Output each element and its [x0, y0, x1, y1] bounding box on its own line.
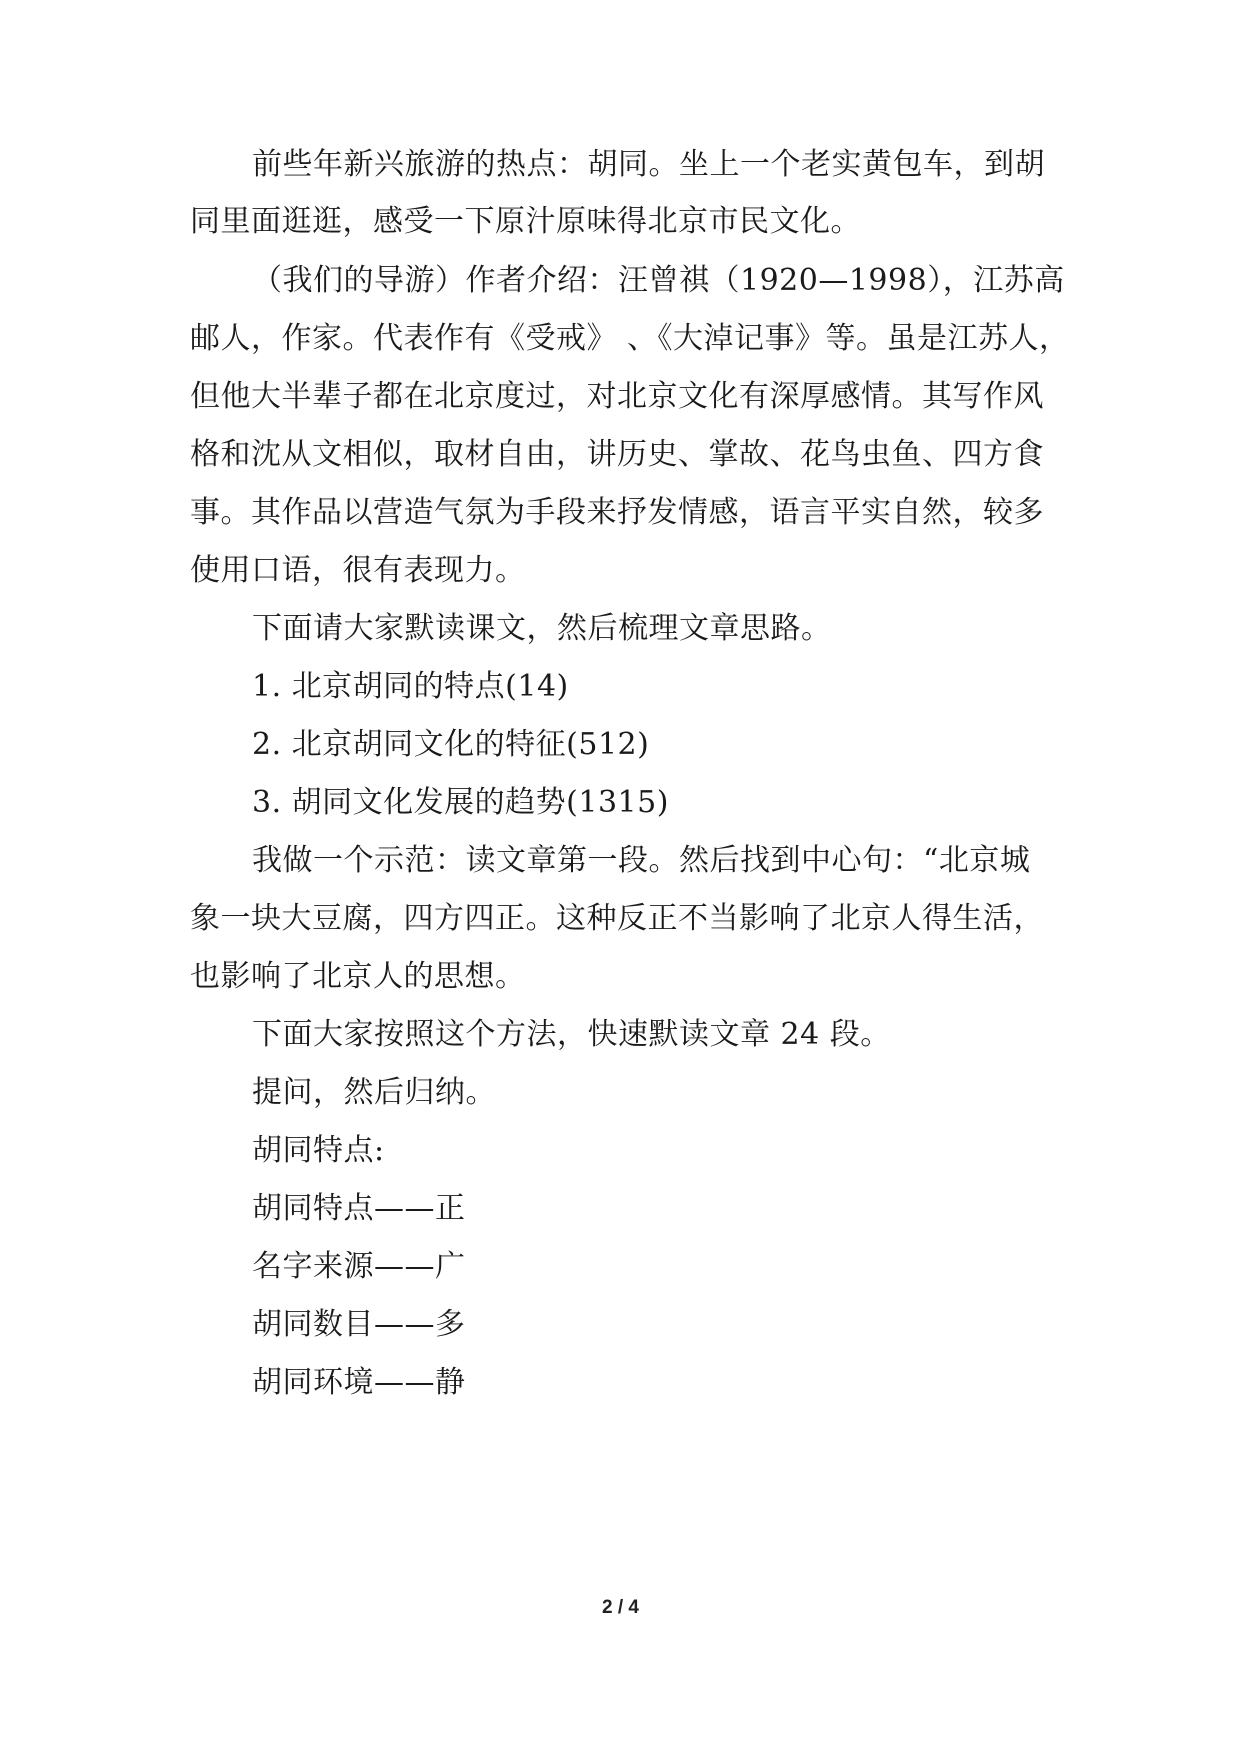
- feature-item-1: 胡同特点——正: [252, 1191, 466, 1226]
- outline-item-1: 1. 北京胡同的特点(14): [252, 669, 569, 704]
- paragraph-question-summary: 提问，然后归纳。: [252, 1075, 496, 1110]
- page-number: 2 / 4: [602, 1597, 639, 1618]
- features-heading: 胡同特点:: [252, 1133, 385, 1168]
- paragraph-hutong-intro-line-1: 前些年新兴旅游的热点：胡同。坐上一个老实黄包车，到胡: [252, 147, 1045, 182]
- paragraph-author-intro-line-4: 格和沈从文相似，取材自由，讲历史、掌故、花鸟虫鱼、四方食: [190, 437, 1044, 472]
- outline-item-3: 3. 胡同文化发展的趋势(1315): [252, 785, 669, 820]
- paragraph-author-intro-line-2: 邮人，作家。代表作有《受戒》 、《大淖记事》等。虽是江苏人，: [190, 321, 1070, 356]
- feature-item-3: 胡同数目——多: [252, 1307, 466, 1342]
- paragraph-demo-line-1: 我做一个示范：读文章第一段。然后找到中心句：“北京城: [252, 843, 1031, 878]
- paragraph-author-intro-line-6: 使用口语，很有表现力。: [190, 553, 526, 588]
- paragraph-author-intro-line-3: 但他大半辈子都在北京度过，对北京文化有深厚感情。其写作风: [190, 379, 1044, 414]
- paragraph-author-intro-line-5: 事。其作品以营造气氛为手段来抒发情感，语言平实自然，较多: [190, 495, 1044, 530]
- paragraph-demo-line-3: 也影响了北京人的思想。: [190, 959, 526, 994]
- paragraph-reading-instruction: 下面请大家默读课文，然后梳理文章思路。: [252, 611, 832, 646]
- outline-item-2: 2. 北京胡同文化的特征(512): [252, 727, 650, 762]
- paragraph-hutong-intro-line-2: 同里面逛逛，感受一下原汁原味得北京市民文化。: [190, 204, 861, 239]
- feature-item-4: 胡同环境——静: [252, 1365, 466, 1400]
- paragraph-method-instruction: 下面大家按照这个方法，快速默读文章 24 段。: [252, 1017, 891, 1052]
- feature-item-2: 名字来源——广: [252, 1249, 466, 1284]
- paragraph-demo-line-2: 象一块大豆腐，四方四正。这种反正不当影响了北京人得生活，: [190, 901, 1044, 936]
- paragraph-author-intro-line-1: （我们的导游）作者介绍：汪曾祺（1920—1998），江苏高: [252, 263, 1065, 298]
